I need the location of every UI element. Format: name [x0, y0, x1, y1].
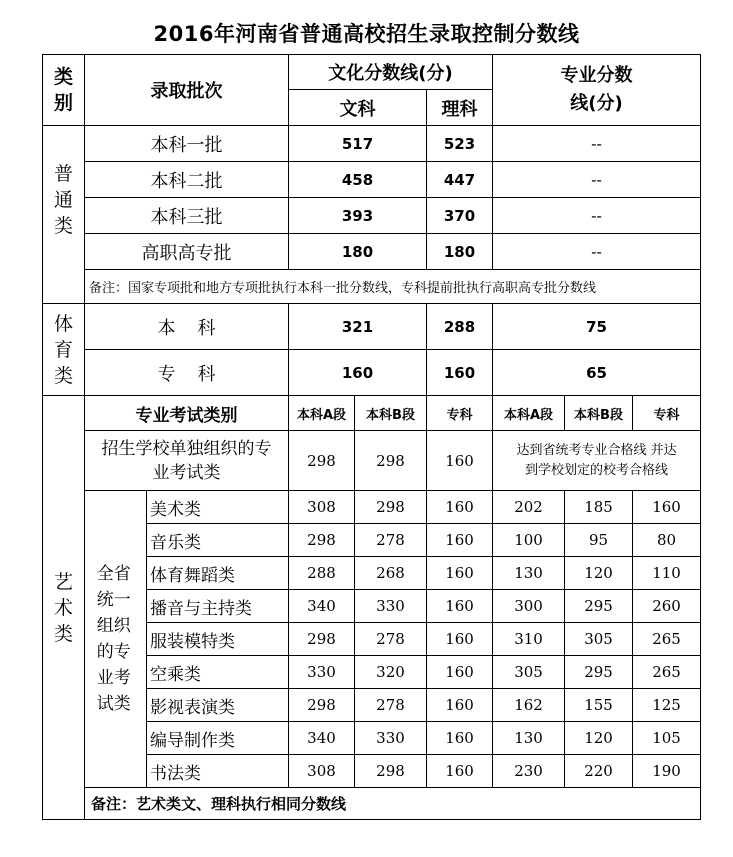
science-score: 180 — [427, 234, 493, 270]
general-row — [43, 198, 701, 234]
prof-b-score: 295 — [565, 590, 633, 623]
general-row — [43, 234, 701, 270]
art-type-name: 体育舞蹈类 — [147, 557, 289, 590]
exam-type-header: 专业考试类别 — [85, 396, 289, 431]
art-note: 备注：艺术类文、理科执行相同分数线 — [85, 788, 701, 820]
art-type-name: 美术类 — [147, 491, 289, 524]
single-org-row — [43, 431, 701, 491]
science-score: 370 — [427, 198, 493, 234]
professional-score: -- — [493, 198, 701, 234]
science-header: 理科 — [427, 90, 493, 126]
prof-z-score: 110 — [633, 557, 701, 590]
arts-score: 458 — [289, 162, 427, 198]
a-score: 330 — [289, 656, 355, 689]
general-row — [43, 126, 701, 162]
sports-row — [43, 350, 701, 396]
z-score: 160 — [427, 722, 493, 755]
col-z-header: 专科 — [427, 396, 493, 431]
professional-score: -- — [493, 126, 701, 162]
sports-label: 体育类 — [43, 304, 85, 396]
b-score: 268 — [355, 557, 427, 590]
arts-score: 160 — [289, 350, 427, 396]
a-score: 298 — [289, 623, 355, 656]
a-score: 298 — [289, 431, 355, 491]
prof-a-score: 162 — [493, 689, 565, 722]
general-label: 普通类 — [43, 126, 85, 304]
a-score: 298 — [289, 524, 355, 557]
z-score: 160 — [427, 524, 493, 557]
b-score: 298 — [355, 431, 427, 491]
prof-col-z-header: 专科 — [633, 396, 701, 431]
z-score: 160 — [427, 590, 493, 623]
a-score: 340 — [289, 590, 355, 623]
col-b-header: 本科B段 — [355, 396, 427, 431]
a-score: 298 — [289, 689, 355, 722]
professional-score: -- — [493, 234, 701, 270]
batch-name: 专科 — [85, 350, 289, 396]
art-label: 艺术类 — [43, 396, 85, 820]
prof-z-score: 190 — [633, 755, 701, 788]
prof-b-score: 120 — [565, 722, 633, 755]
prof-a-score: 130 — [493, 557, 565, 590]
professional-score: 75 — [493, 304, 701, 350]
science-score: 523 — [427, 126, 493, 162]
professional-score: -- — [493, 162, 701, 198]
batch-name: 本科一批 — [85, 126, 289, 162]
prof-a-score: 300 — [493, 590, 565, 623]
single-org-label: 招生学校单独组织的专业考试类 — [85, 431, 289, 491]
b-score: 278 — [355, 623, 427, 656]
unified-label: 全省统一组织的专业考试类 — [85, 491, 147, 788]
prof-b-score: 120 — [565, 557, 633, 590]
z-score: 160 — [427, 689, 493, 722]
batch-name: 高职高专批 — [85, 234, 289, 270]
single-org-prof: 达到省统考专业合格线 并达到学校划定的校考合格线 — [493, 431, 701, 491]
arts-score: 517 — [289, 126, 427, 162]
arts-score: 393 — [289, 198, 427, 234]
page-title: 2016年河南省普通高校招生录取控制分数线 — [153, 22, 580, 46]
prof-col-a-header: 本科A段 — [493, 396, 565, 431]
batch-name: 本科二批 — [85, 162, 289, 198]
arts-score: 321 — [289, 304, 427, 350]
arts-header: 文科 — [289, 90, 427, 126]
prof-z-score: 80 — [633, 524, 701, 557]
prof-z-score: 160 — [633, 491, 701, 524]
culture-header: 文化分数线(分) — [289, 55, 493, 90]
art-type-name: 书法类 — [147, 755, 289, 788]
art-row — [43, 491, 701, 524]
b-score: 278 — [355, 689, 427, 722]
z-score: 160 — [427, 656, 493, 689]
art-type-name: 服装模特类 — [147, 623, 289, 656]
science-score: 288 — [427, 304, 493, 350]
prof-z-score: 260 — [633, 590, 701, 623]
prof-a-score: 130 — [493, 722, 565, 755]
a-score: 340 — [289, 722, 355, 755]
prof-b-score: 185 — [565, 491, 633, 524]
prof-z-score: 265 — [633, 656, 701, 689]
a-score: 308 — [289, 755, 355, 788]
z-score: 160 — [427, 623, 493, 656]
art-type-name: 播音与主持类 — [147, 590, 289, 623]
art-type-name: 空乘类 — [147, 656, 289, 689]
science-score: 160 — [427, 350, 493, 396]
sports-row — [43, 304, 701, 350]
art-type-name: 影视表演类 — [147, 689, 289, 722]
a-score: 288 — [289, 557, 355, 590]
prof-a-score: 100 — [493, 524, 565, 557]
prof-col-b-header: 本科B段 — [565, 396, 633, 431]
general-note: 备注：国家专项批和地方专项批执行本科一批分数线，专科提前批执行高职高专批分数线 — [85, 270, 701, 304]
b-score: 330 — [355, 590, 427, 623]
general-row — [43, 162, 701, 198]
professional-score: 65 — [493, 350, 701, 396]
art-type-name: 音乐类 — [147, 524, 289, 557]
prof-b-score: 220 — [565, 755, 633, 788]
art-type-name: 编导制作类 — [147, 722, 289, 755]
prof-a-score: 310 — [493, 623, 565, 656]
score-table — [42, 54, 701, 820]
professional-header: 专业分数线(分) — [493, 55, 701, 126]
prof-a-score: 202 — [493, 491, 565, 524]
z-score: 160 — [427, 491, 493, 524]
prof-a-score: 305 — [493, 656, 565, 689]
z-score: 160 — [427, 557, 493, 590]
prof-b-score: 155 — [565, 689, 633, 722]
b-score: 330 — [355, 722, 427, 755]
prof-b-score: 95 — [565, 524, 633, 557]
batch-name: 本科三批 — [85, 198, 289, 234]
z-score: 160 — [427, 755, 493, 788]
batch-header: 录取批次 — [85, 55, 289, 126]
prof-z-score: 265 — [633, 623, 701, 656]
science-score: 447 — [427, 162, 493, 198]
batch-name: 本科 — [85, 304, 289, 350]
prof-a-score: 230 — [493, 755, 565, 788]
prof-z-score: 125 — [633, 689, 701, 722]
prof-b-score: 305 — [565, 623, 633, 656]
prof-b-score: 295 — [565, 656, 633, 689]
b-score: 320 — [355, 656, 427, 689]
a-score: 308 — [289, 491, 355, 524]
col-a-header: 本科A段 — [289, 396, 355, 431]
z-score: 160 — [427, 431, 493, 491]
b-score: 278 — [355, 524, 427, 557]
category-header: 类别 — [43, 55, 85, 126]
b-score: 298 — [355, 491, 427, 524]
prof-z-score: 105 — [633, 722, 701, 755]
b-score: 298 — [355, 755, 427, 788]
arts-score: 180 — [289, 234, 427, 270]
